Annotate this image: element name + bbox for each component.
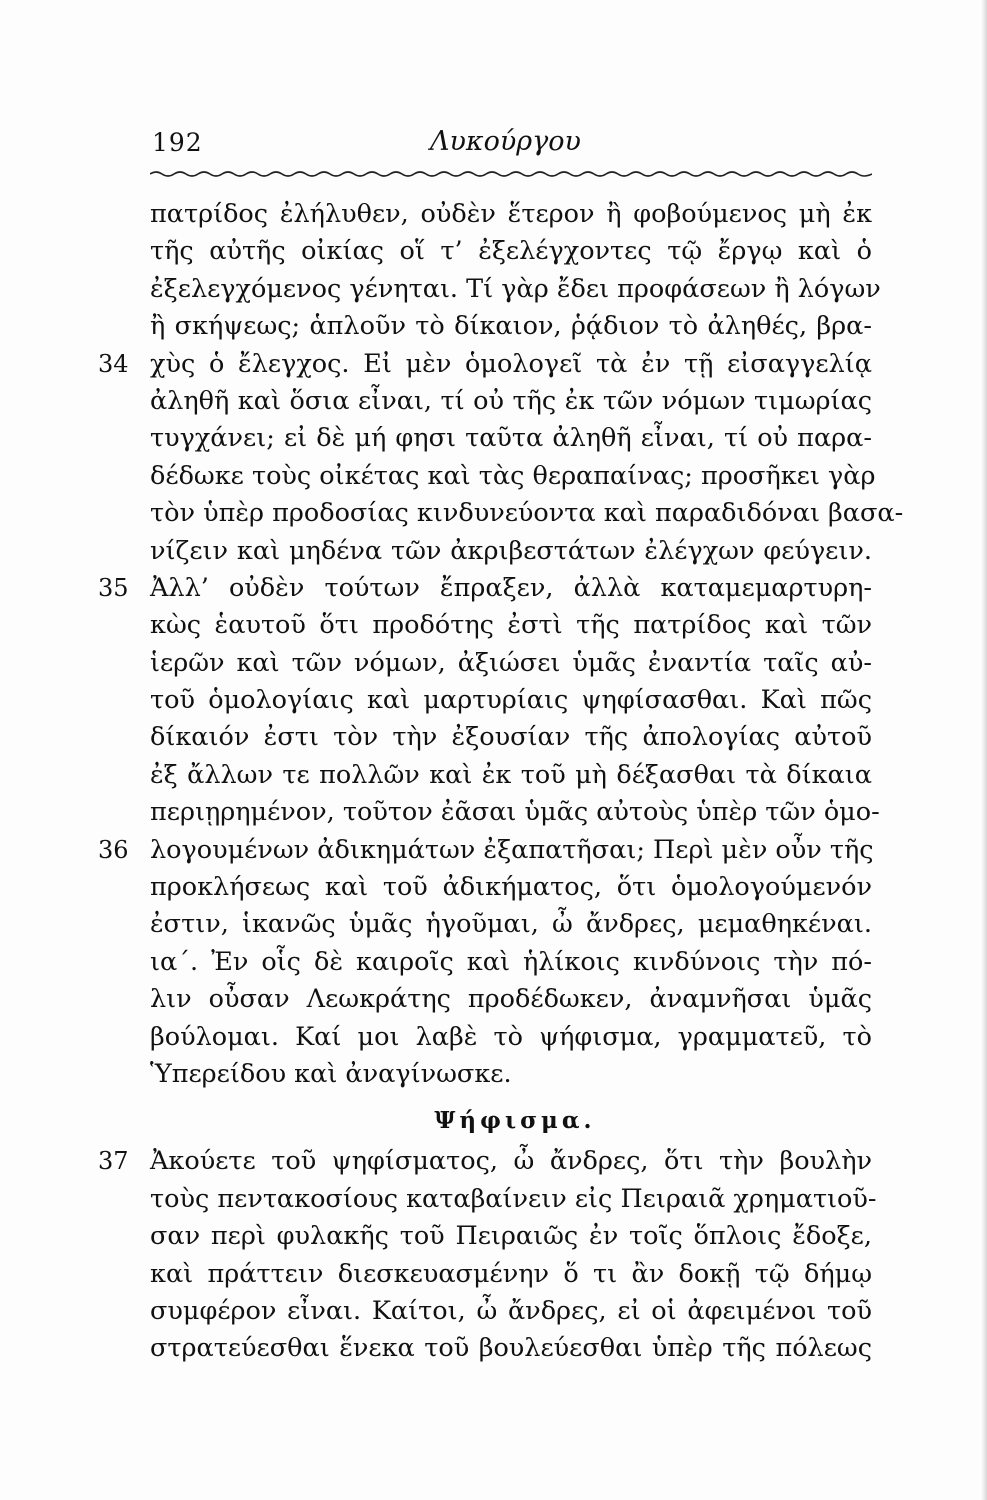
text-line xyxy=(150,233,880,270)
section-number: 37 xyxy=(98,1147,129,1176)
line-text: στρατεύεσθαι ἕνεκα τοῦ βουλεύεσθαι ὑπὲρ τῆς πόλεως xyxy=(150,1333,872,1364)
line-text: προκλήσεως καὶ τοῦ ἀδικήματος, ὅτι ὁμολογούμενόν xyxy=(150,872,872,903)
text-line xyxy=(150,1056,880,1093)
line-text: τῆς αὐτῆς οἰκίας οἵ τ’ ἐξελέγχοντες τῷ ἔργῳ καὶ ὁ xyxy=(150,236,872,267)
line-text: ἐξελεγχόμενος γένηται. Τί γὰρ ἔδει προφάσεων ἢ λόγων xyxy=(150,273,881,304)
line-text: πατρίδος ἐλήλυθεν, οὐδὲν ἕτερον ἢ φοβούμενος μὴ ἐκ xyxy=(150,199,872,229)
text-line xyxy=(150,533,880,570)
line-text: δίκαιόν ἐστι τὸν τὴν ἐξουσίαν τῆς ἀπολογίας αὐτοῦ xyxy=(150,722,872,753)
line-text: ἐξ ἄλλων τε πολλῶν καὶ ἐκ τοῦ μὴ δέξασθαι τὰ δίκαια xyxy=(150,759,872,790)
line-text: ἢ σκήψεως; ἁπλοῦν τὸ δίκαιον, ῥᾴδιον τὸ ἀληθές, βρα- xyxy=(150,311,872,342)
text-line xyxy=(150,458,880,495)
line-text: τὸν ὑπὲρ προδοσίας κινδυνεύοντα καὶ παραδιδόναι βασα- xyxy=(150,498,904,529)
text-line xyxy=(150,383,880,420)
text-line xyxy=(150,1181,880,1218)
section-number: 34 xyxy=(98,349,129,378)
line-text: ἐστιν, ἱκανῶς ὑμᾶς ἡγοῦμαι, ὦ ἄνδρες, μεμαθηκέναι. xyxy=(150,909,872,940)
text-line xyxy=(98,570,880,607)
text-line xyxy=(150,906,880,943)
text-line xyxy=(150,607,880,644)
header-rule xyxy=(150,168,872,178)
section-heading: Ψήφισμα. xyxy=(434,1107,596,1135)
text-line xyxy=(150,794,880,831)
text-line xyxy=(98,1143,880,1180)
page-number: 192 xyxy=(152,128,203,157)
page-header xyxy=(150,122,872,162)
section-number: 35 xyxy=(98,573,129,602)
paragraph-block-1 xyxy=(98,196,904,1093)
text-line xyxy=(150,719,880,756)
text-line xyxy=(98,346,880,383)
line-text: συμφέρον εἶναι. Καίτοι, ὦ ἄνδρες, εἰ οἱ ἀφειμένοι τοῦ xyxy=(150,1295,872,1326)
page-edge-shadow xyxy=(981,0,987,1500)
line-text: τοὺς πεντακοσίους καταβαίνειν εἰς Πειραιᾶ χρηματιοῦ- xyxy=(150,1183,877,1214)
line-text: λιν οὖσαν Λεωκράτης προδέδωκεν, ἀναμνῆσαι ὑμᾶς xyxy=(150,984,872,1015)
line-text: Ἀλλ’ οὐδὲν τούτων ἔπραξεν, ἀλλὰ καταμεμαρτυρη- xyxy=(150,572,872,603)
line-text: βούλομαι. Καί μοι λαβὲ τὸ ψήφισμα, γραμματεῦ, τὸ xyxy=(150,1021,872,1052)
line-text: δέδωκε τοὺς οἰκέτας καὶ τὰς θεραπαίνας; προσῆκει γὰρ xyxy=(150,460,876,491)
text-line xyxy=(150,944,880,981)
text-line xyxy=(150,271,880,308)
line-text: λογουμένων ἀδικημάτων ἐξαπατῆσαι; Περὶ μὲν οὖν τῆς xyxy=(150,834,874,865)
text-line xyxy=(150,682,880,719)
paragraph-block-2 xyxy=(98,1143,880,1367)
text-line xyxy=(150,645,880,682)
line-text: χὺς ὁ ἔλεγχος. Εἰ μὲν ὁμολογεῖ τὰ ἐν τῇ εἰσαγγελίᾳ xyxy=(150,348,872,379)
text-line xyxy=(150,1218,880,1255)
line-text: ἀληθῆ καὶ ὅσια εἶναι, τί οὐ τῆς ἐκ τῶν νόμων τιμωρίας xyxy=(150,385,872,416)
line-text: περιῃρημένον, τοῦτον ἐᾶσαι ὑμᾶς αὐτοὺς ὑπὲρ τῶν ὁμο- xyxy=(150,797,880,828)
line-text: Ἀκούετε τοῦ ψηφίσματος, ὦ ἄνδρες, ὅτι τὴν βουλὴν xyxy=(150,1146,872,1177)
line-text: Ὑπερείδου καὶ ἀναγίνωσκε. xyxy=(150,1058,512,1089)
text-line xyxy=(150,308,880,345)
main-text xyxy=(98,196,904,1368)
line-text: ια΄. Ἐν οἷς δὲ καιροῖς καὶ ἡλίκοις κινδύνοις τὴν πό- xyxy=(150,946,872,977)
text-line xyxy=(150,1330,880,1367)
line-text: κὼς ἑαυτοῦ ὅτι προδότης ἐστὶ τῆς πατρίδος καὶ τῶν xyxy=(150,610,872,641)
text-line xyxy=(150,1256,880,1293)
line-text: τυγχάνει; εἰ δὲ μή φησι ταῦτα ἀληθῆ εἶναι, τί οὐ παρα- xyxy=(150,423,872,454)
text-line xyxy=(150,495,904,532)
text-line xyxy=(150,981,880,1018)
text-line xyxy=(150,757,880,794)
text-line xyxy=(98,832,880,869)
line-text: καὶ πράττειν διεσκευασμένην ὅ τι ἂν δοκῇ τῷ δήμῳ xyxy=(150,1258,872,1289)
text-line xyxy=(150,1293,880,1330)
section-number: 36 xyxy=(98,835,129,864)
text-line xyxy=(150,1019,880,1056)
text-line xyxy=(150,869,880,906)
running-head: Λυκούργου xyxy=(430,126,581,157)
text-line xyxy=(150,196,880,233)
line-text: τοῦ ὁμολογίαις καὶ μαρτυρίαις ψηφίσασθαι. Καὶ πῶς xyxy=(150,685,872,716)
line-text: ἱερῶν καὶ τῶν νόμων, ἀξιώσει ὑμᾶς ἐναντία ταῖς αὐ- xyxy=(150,647,872,678)
line-text: σαν περὶ φυλακῆς τοῦ Πειραιῶς ἐν τοῖς ὅπλοις ἔδοξε, xyxy=(150,1221,872,1252)
line-text: νίζειν καὶ μηδένα τῶν ἀκριβεστάτων ἐλέγχων φεύγειν. xyxy=(150,535,872,566)
text-line xyxy=(150,420,880,457)
